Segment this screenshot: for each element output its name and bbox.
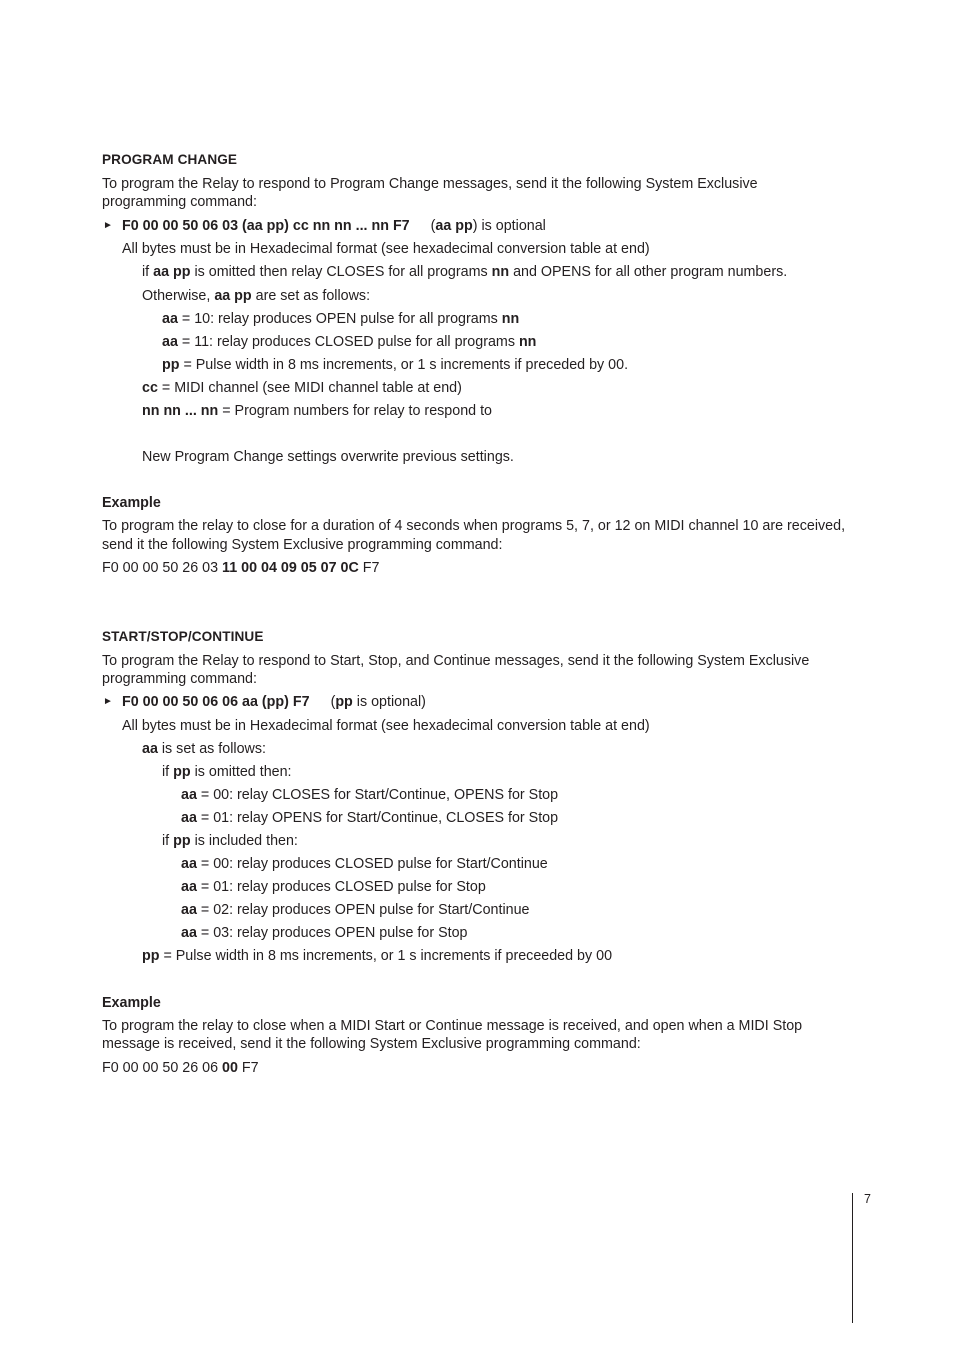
start-stop-intro-line-2: programming command: <box>102 671 257 687</box>
term: aa <box>181 810 197 826</box>
text: Otherwise, <box>142 288 215 304</box>
text: = 00: relay produces CLOSED pulse for Start/Continue <box>196 856 548 872</box>
optional-bold: pp <box>335 694 353 710</box>
term: aa <box>181 856 197 872</box>
text: = 01: relay OPENS for Start/Continue, CLOSES for Stop <box>196 810 559 826</box>
term: aa <box>162 311 178 327</box>
text: is included then: <box>190 833 298 849</box>
optional-open: ( <box>430 218 436 234</box>
program-change-command <box>122 217 546 235</box>
program-change-note: New Program Change settings overwrite previous settings. <box>142 449 514 465</box>
program-change-nn-line <box>142 402 492 420</box>
text: = Pulse width in 8 ms increments, or 1 s increments if preceeded by 00 <box>159 948 613 964</box>
text: is omitted then relay CLOSES for all programs <box>190 264 492 280</box>
bullet-arrow-icon: ► <box>103 220 113 231</box>
term: aa <box>181 879 197 895</box>
text: = 00: relay CLOSES for Start/Continue, OPENS for Stop <box>196 787 559 803</box>
command-syntax: F0 00 00 50 06 06 aa (pp) F7 <box>122 694 310 710</box>
text: if <box>162 764 174 780</box>
term: aa <box>181 902 197 918</box>
start-stop-omitted-01-line <box>181 809 558 827</box>
term: pp <box>173 764 191 780</box>
start-stop-all-bytes: All bytes must be in Hexadecimal format (see hexadecimal conversion table at end) <box>122 718 650 734</box>
program-change-intro-line-1: To program the Relay to respond to Program Change messages, send it the following System Exclusive <box>102 176 758 192</box>
start-stop-included-01-line <box>181 878 486 896</box>
term: pp <box>162 357 180 373</box>
start-stop-example-line-1: To program the relay to close when a MIDI Start or Continue message is received, and open when a MIDI Stop <box>102 1018 803 1034</box>
start-stop-command <box>122 693 426 711</box>
start-stop-aa-set-line <box>142 740 266 758</box>
start-stop-heading: START/STOP/CONTINUE <box>102 629 264 644</box>
optional-rest: is optional) <box>352 694 426 710</box>
page-margin-rule <box>852 1193 853 1323</box>
program-change-aa10-line <box>162 310 519 328</box>
term: aa <box>142 741 158 757</box>
program-change-heading: PROGRAM CHANGE <box>102 152 238 167</box>
text: if <box>142 264 154 280</box>
start-stop-intro-line-1: To program the Relay to respond to Start, Stop, and Continue messages, send it the following System Exclusive <box>102 653 810 669</box>
start-stop-included-03-line <box>181 924 468 942</box>
text: is omitted then: <box>190 764 292 780</box>
text: if <box>162 833 174 849</box>
program-change-omitted-line <box>142 263 787 281</box>
term: aa <box>181 787 197 803</box>
term: aa pp <box>153 264 191 280</box>
start-stop-pp-line <box>142 947 612 965</box>
text: = Program numbers for relay to respond to <box>218 403 492 419</box>
term: 11 00 04 09 05 07 0C <box>222 560 359 576</box>
program-change-example-command <box>102 559 379 577</box>
text: = 02: relay produces OPEN pulse for Start/Continue <box>196 902 530 918</box>
text: = MIDI channel (see MIDI channel table at end) <box>157 380 462 396</box>
start-stop-example-command <box>102 1059 259 1077</box>
program-change-example-heading: Example <box>102 495 161 511</box>
text: are set as follows: <box>251 288 371 304</box>
start-stop-omitted-00-line <box>181 786 558 804</box>
text: and OPENS for all other program numbers. <box>509 264 788 280</box>
program-change-pp-line <box>162 356 628 374</box>
term: nn <box>518 334 537 350</box>
program-change-all-bytes: All bytes must be in Hexadecimal format (see hexadecimal conversion table at end) <box>122 241 650 257</box>
text: = 03: relay produces OPEN pulse for Stop <box>196 925 468 941</box>
program-change-otherwise-line <box>142 287 370 305</box>
text: is set as follows: <box>157 741 266 757</box>
term: cc <box>142 380 158 396</box>
text: F0 00 00 50 26 06 <box>102 1060 223 1076</box>
term: nn nn ... nn <box>142 403 219 419</box>
term: aa <box>162 334 178 350</box>
text: F7 <box>358 560 380 576</box>
text: = 11: relay produces CLOSED pulse for all programs <box>177 334 519 350</box>
term: nn <box>501 311 520 327</box>
term: aa <box>181 925 197 941</box>
program-change-example-line-2: send it the following System Exclusive programming command: <box>102 537 503 553</box>
program-change-example-line-1: To program the relay to close for a duration of 4 seconds when programs 5, 7, or 12 on MIDI channel 10 are received, <box>102 518 846 534</box>
optional-open: ( <box>330 694 336 710</box>
start-stop-if-omitted-line <box>162 763 292 781</box>
term: nn <box>491 264 510 280</box>
optional-bold: aa pp <box>435 218 473 234</box>
term: aa pp <box>214 288 252 304</box>
text: = Pulse width in 8 ms increments, or 1 s increments if preceded by 00. <box>179 357 629 373</box>
start-stop-example-line-2: message is received, send it the following System Exclusive programming command: <box>102 1036 641 1052</box>
start-stop-if-included-line <box>162 832 298 850</box>
program-change-aa11-line <box>162 333 536 351</box>
bullet-arrow-icon: ► <box>103 696 113 707</box>
optional-rest: ) is optional <box>472 218 546 234</box>
program-change-intro-line-2: programming command: <box>102 194 257 210</box>
start-stop-example-heading: Example <box>102 995 161 1011</box>
command-syntax: F0 00 00 50 06 03 (aa pp) cc nn nn ... nn F7 <box>122 218 410 234</box>
page-number: 7 <box>864 1192 871 1206</box>
start-stop-included-00-line <box>181 855 548 873</box>
term: pp <box>142 948 160 964</box>
text: = 10: relay produces OPEN pulse for all programs <box>177 311 502 327</box>
term: pp <box>173 833 191 849</box>
program-change-cc-line <box>142 379 462 397</box>
term: 00 <box>222 1060 238 1076</box>
text: F0 00 00 50 26 03 <box>102 560 223 576</box>
start-stop-included-02-line <box>181 901 529 919</box>
text: = 01: relay produces CLOSED pulse for Stop <box>196 879 486 895</box>
text: F7 <box>237 1060 259 1076</box>
